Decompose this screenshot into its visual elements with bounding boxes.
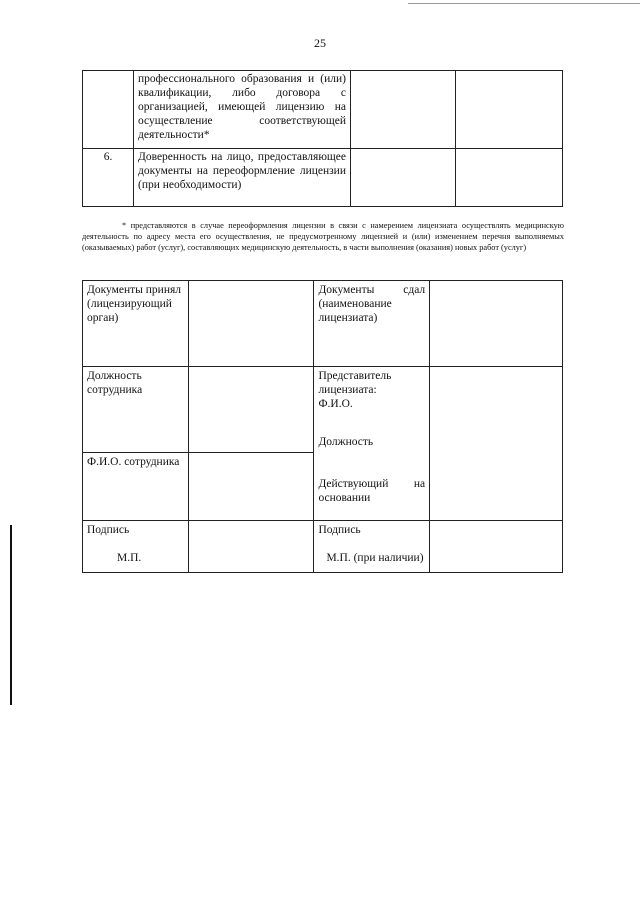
empty-cell	[351, 71, 456, 149]
row-number: 6.	[83, 149, 134, 207]
empty-cell	[456, 149, 563, 207]
signature-right-cell	[314, 521, 430, 573]
signature-left-cell	[83, 521, 189, 573]
table-row	[83, 521, 563, 573]
page-number: 25	[314, 36, 326, 50]
footnote: * представляются в случае переоформления лицензии в связи с намерением лицензиата осуществлять медицинскую деятельность по адресу места его осуществления, не предусмотренному лицензией и (или) изменением перечня выполняемых (оказываемых) работ (услуг), составляющих медицинскую деятельность, в части выполнения (оказания) новых работ (услуг)	[82, 221, 564, 252]
licensee-rep-label: Представитель лицензиата:	[318, 370, 392, 396]
handed-docs-word: Документы	[318, 284, 375, 296]
handed-docs-label	[314, 281, 430, 367]
handed-docs-field[interactable]	[430, 281, 563, 367]
row-number	[83, 71, 134, 149]
scan-edge-line	[408, 3, 640, 4]
employee-fio-label: Ф.И.О. сотрудника	[83, 453, 189, 521]
empty-cell	[351, 149, 456, 207]
acting-word: на	[413, 478, 426, 490]
scan-margin-bar	[10, 525, 12, 705]
acting-word: Действующий	[318, 478, 389, 490]
table-row	[83, 71, 563, 149]
employee-position-field[interactable]	[188, 367, 314, 453]
signature-table	[82, 280, 563, 573]
employee-position-label: Должность сотрудника	[83, 367, 189, 453]
signature-right-label: Подпись	[318, 524, 361, 536]
table-row	[83, 367, 563, 453]
row-description: профессионального образования и (или) квалификации, либо договора с организацией, имеющей лицензию на осуществление соответствующей деятельности*	[134, 71, 351, 149]
handed-docs-word: сдал	[403, 284, 426, 296]
handed-docs-rest: (наименование лицензиата)	[318, 298, 392, 324]
documents-table	[82, 70, 563, 207]
received-docs-label: Документы принял (лицензирующий орган)	[83, 281, 189, 367]
licensee-rep-cell	[314, 367, 430, 521]
empty-cell	[456, 71, 563, 149]
signature-right-field[interactable]	[430, 521, 563, 573]
row-description: Доверенность на лицо, предоставляющее документы на переоформление лицензии (при необходимости)	[134, 149, 351, 207]
signature-left-label: Подпись	[87, 524, 130, 536]
stamp-right-label: М.П. (при наличии)	[326, 552, 424, 564]
signature-left-field[interactable]	[188, 521, 314, 573]
acting-basis-label: основании	[318, 492, 371, 504]
received-docs-field[interactable]	[188, 281, 314, 367]
position-label: Должность	[318, 436, 374, 448]
licensee-rep-field[interactable]	[430, 367, 563, 521]
table-row	[83, 149, 563, 207]
stamp-left-label: М.П.	[117, 552, 142, 564]
table-row	[83, 281, 563, 367]
fio-label: Ф.И.О.	[318, 398, 353, 410]
employee-fio-field[interactable]	[188, 453, 314, 521]
